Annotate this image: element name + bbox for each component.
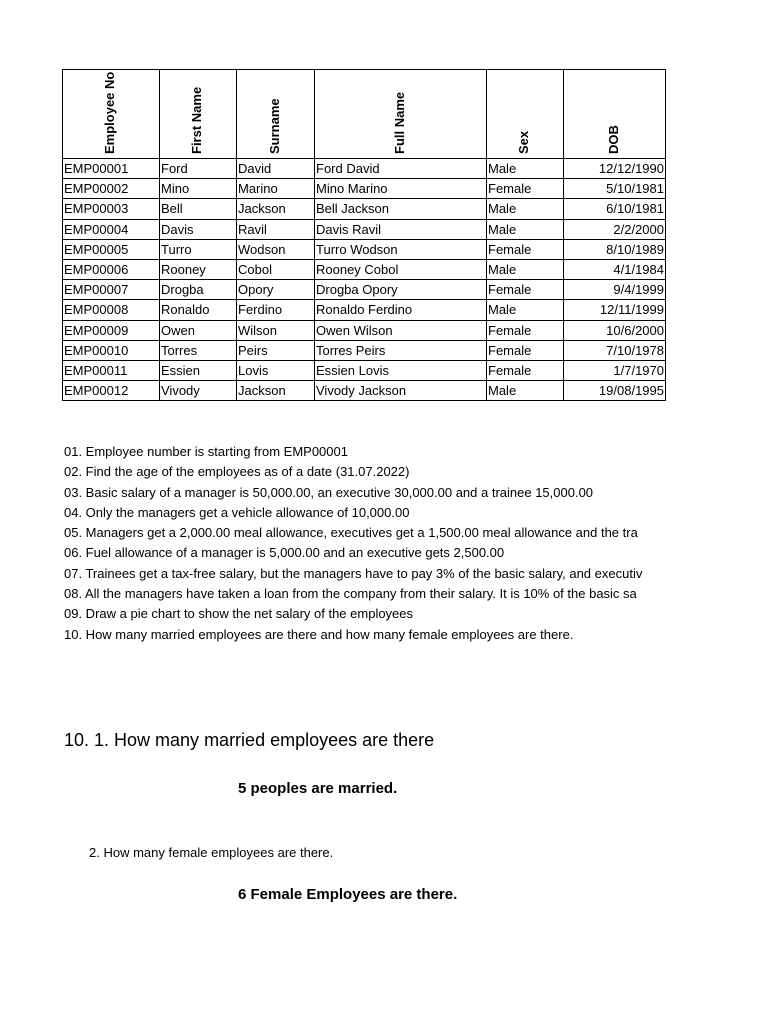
first-name-cell: Ford	[160, 159, 237, 179]
instructions-list	[64, 442, 668, 645]
employee-no-cell: EMP00004	[63, 219, 160, 239]
question-10-heading: 10. 1. How many married employees are there	[64, 730, 435, 750]
surname-cell: Wodson	[237, 239, 315, 259]
full-name-cell: Drogba Opory	[315, 280, 487, 300]
sex-cell: Female	[487, 280, 564, 300]
instruction-item: 07. Trainees get a tax-free salary, but the managers have to pay 3% of the basic salary, and executiv	[64, 565, 643, 581]
female-answer: 6 Female Employees are there.	[238, 886, 458, 903]
surname-cell: Jackson	[237, 199, 315, 219]
full-name-cell: Ford David	[315, 159, 487, 179]
employee-no-cell: EMP00007	[63, 280, 160, 300]
header-surname: Surname	[237, 70, 315, 159]
first-name-cell: Rooney	[160, 259, 237, 279]
table-row	[63, 280, 666, 300]
first-name-cell: Turro	[160, 239, 237, 259]
dob-cell: 2/2/2000	[564, 219, 666, 239]
dob-cell: 4/1/1984	[564, 259, 666, 279]
surname-cell: Peirs	[237, 340, 315, 360]
table-row	[63, 259, 666, 279]
instruction-item: 09. Draw a pie chart to show the net salary of the employees	[64, 606, 414, 622]
first-name-cell: Ronaldo	[160, 300, 237, 320]
sex-cell: Female	[487, 360, 564, 380]
surname-cell: Ferdino	[237, 300, 315, 320]
surname-cell: Jackson	[237, 381, 315, 401]
table-row	[63, 360, 666, 380]
employee-no-cell: EMP00003	[63, 199, 160, 219]
instruction-item: 01. Employee number is starting from EMP00001	[64, 444, 348, 459]
table-row	[63, 179, 666, 199]
full-name-cell: Davis Ravil	[315, 219, 487, 239]
instruction-item: 03. Basic salary of a manager is 50,000.00, an executive 30,000.00 and a trainee 15,000.00	[64, 484, 594, 500]
full-name-cell: Turro Wodson	[315, 239, 487, 259]
header-employee-no: Employee No	[63, 70, 160, 159]
employee-no-cell: EMP00006	[63, 259, 160, 279]
employee-no-cell: EMP00002	[63, 179, 160, 199]
female-question: 2. How many female employees are there.	[89, 845, 334, 860]
dob-cell: 19/08/1995	[564, 381, 666, 401]
first-name-cell: Davis	[160, 219, 237, 239]
first-name-cell: Torres	[160, 340, 237, 360]
table-header-row	[63, 70, 666, 159]
first-name-cell: Mino	[160, 179, 237, 199]
instruction-item: 02. Find the age of the employees as of a date (31.07.2022)	[64, 464, 410, 480]
full-name-cell: Essien Lovis	[315, 360, 487, 380]
table-body	[63, 159, 666, 401]
sex-cell: Female	[487, 179, 564, 199]
header-dob: DOB	[564, 70, 666, 159]
first-name-cell: Bell	[160, 199, 237, 219]
dob-cell: 12/12/1990	[564, 159, 666, 179]
sex-cell: Male	[487, 259, 564, 279]
sex-cell: Male	[487, 159, 564, 179]
full-name-cell: Rooney Cobol	[315, 259, 487, 279]
dob-cell: 7/10/1978	[564, 340, 666, 360]
sex-cell: Male	[487, 219, 564, 239]
surname-cell: Marino	[237, 179, 315, 199]
employee-table	[62, 69, 666, 401]
first-name-cell: Drogba	[160, 280, 237, 300]
sex-cell: Female	[487, 340, 564, 360]
employee-no-cell: EMP00011	[63, 360, 160, 380]
instruction-item: 04. Only the managers get a vehicle allowance of 10,000.00	[64, 504, 410, 520]
full-name-cell: Owen Wilson	[315, 320, 487, 340]
table-row	[63, 381, 666, 401]
employee-no-cell: EMP00008	[63, 300, 160, 320]
employee-no-cell: EMP00005	[63, 239, 160, 259]
sex-cell: Female	[487, 239, 564, 259]
employee-no-cell: EMP00010	[63, 340, 160, 360]
first-name-cell: Essien	[160, 360, 237, 380]
surname-cell: Wilson	[237, 320, 315, 340]
instruction-item: 08. All the managers have taken a loan from the company from their salary. It is 10% of the basic sa	[64, 586, 637, 602]
surname-cell: Cobol	[237, 259, 315, 279]
table-row	[63, 159, 666, 179]
full-name-cell: Ronaldo Ferdino	[315, 300, 487, 320]
sex-cell: Male	[487, 300, 564, 320]
employee-no-cell: EMP00012	[63, 381, 160, 401]
first-name-cell: Owen	[160, 320, 237, 340]
employee-no-cell: EMP00009	[63, 320, 160, 340]
table-row	[63, 219, 666, 239]
sex-cell: Female	[487, 320, 564, 340]
full-name-cell: Bell Jackson	[315, 199, 487, 219]
table-row	[63, 340, 666, 360]
table-row	[63, 199, 666, 219]
surname-cell: David	[237, 159, 315, 179]
surname-cell: Lovis	[237, 360, 315, 380]
sex-cell: Male	[487, 199, 564, 219]
full-name-cell: Vivody Jackson	[315, 381, 487, 401]
married-answer: 5 peoples are married.	[238, 780, 398, 797]
employee-no-cell: EMP00001	[63, 159, 160, 179]
first-name-cell: Vivody	[160, 381, 237, 401]
dob-cell: 9/4/1999	[564, 280, 666, 300]
dob-cell: 6/10/1981	[564, 199, 666, 219]
instruction-item: 05. Managers get a 2,000.00 meal allowance, executives get a 1,500.00 meal allowance and the tra	[64, 525, 638, 541]
sex-cell: Male	[487, 381, 564, 401]
dob-cell: 10/6/2000	[564, 320, 666, 340]
surname-cell: Opory	[237, 280, 315, 300]
dob-cell: 5/10/1981	[564, 179, 666, 199]
instruction-item: 10. How many married employees are there and how many female employees are there.	[64, 626, 574, 642]
header-first-name: First Name	[160, 70, 237, 159]
dob-cell: 12/11/1999	[564, 300, 666, 320]
table-row	[63, 320, 666, 340]
instruction-item: 06. Fuel allowance of a manager is 5,000.00 and an executive gets 2,500.00	[64, 545, 505, 561]
header-sex: Sex	[487, 70, 564, 159]
header-full-name: Full Name	[315, 70, 487, 159]
surname-cell: Ravil	[237, 219, 315, 239]
full-name-cell: Mino Marino	[315, 179, 487, 199]
table-row	[63, 300, 666, 320]
dob-cell: 8/10/1989	[564, 239, 666, 259]
dob-cell: 1/7/1970	[564, 360, 666, 380]
full-name-cell: Torres Peirs	[315, 340, 487, 360]
table-row	[63, 239, 666, 259]
